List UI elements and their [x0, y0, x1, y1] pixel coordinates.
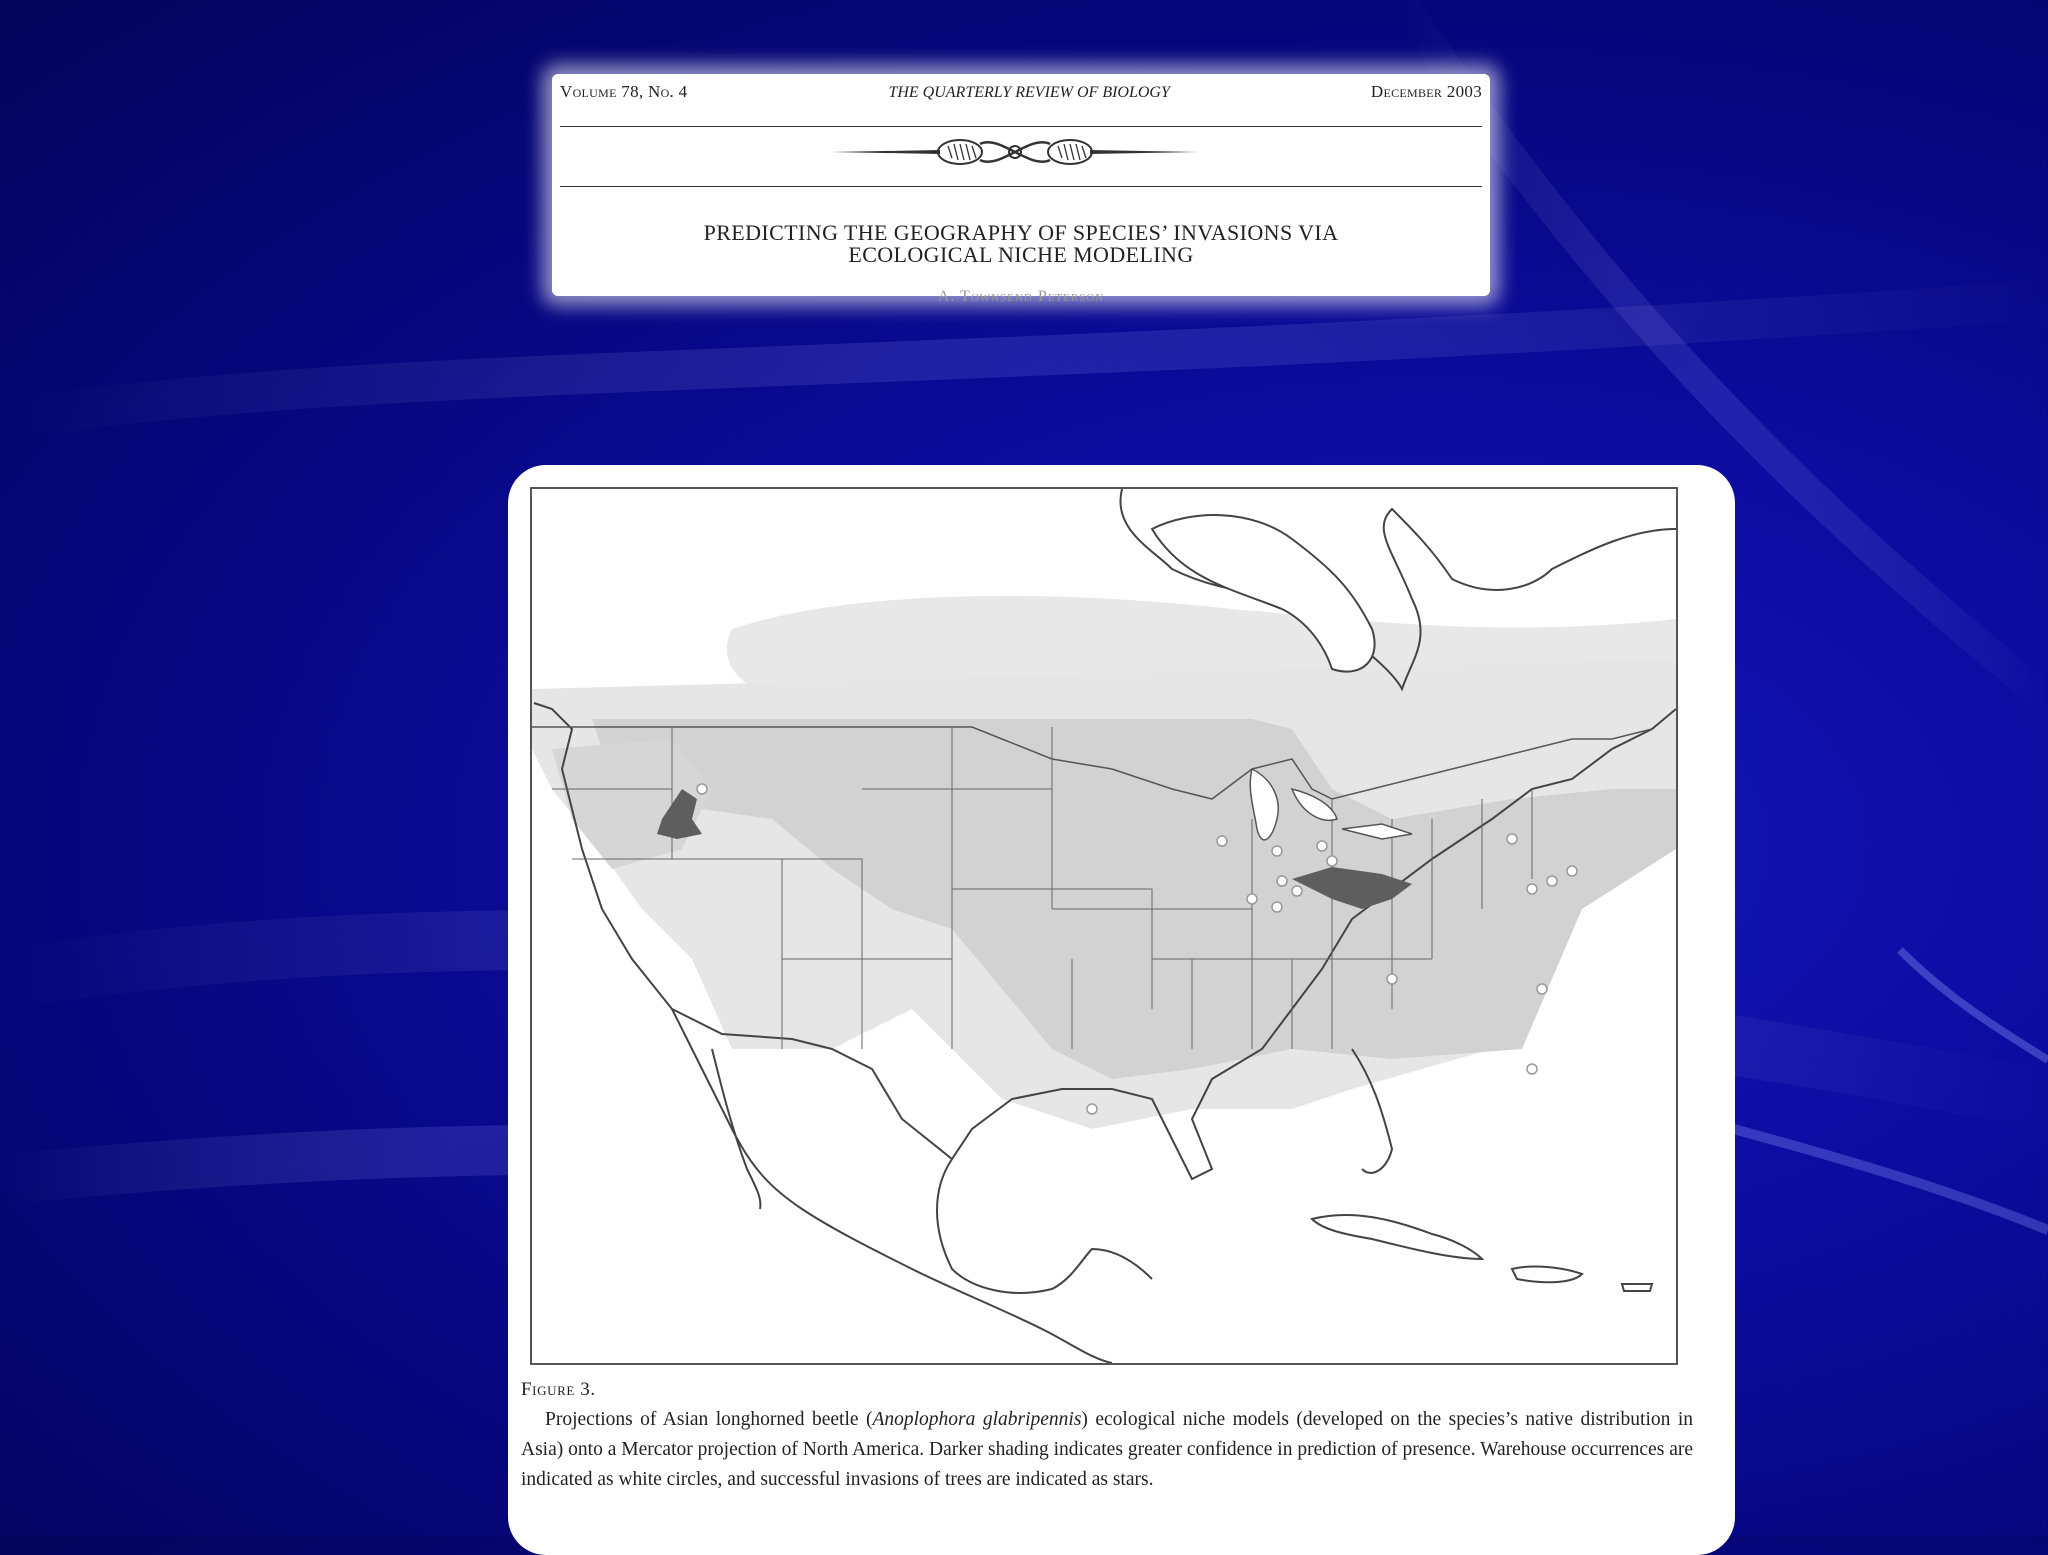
caption-species-name: Anoplophora glabripennis	[872, 1409, 1082, 1430]
north-america-map-icon	[532, 489, 1676, 1363]
article-title	[552, 222, 1490, 266]
figure-label: Figure 3.	[521, 1379, 596, 1400]
map-cuba	[1312, 1215, 1482, 1259]
article-title-line-1: PREDICTING THE GEOGRAPHY OF SPECIES’ INVASIONS VIA	[703, 220, 1339, 245]
journal-header-card	[552, 74, 1490, 296]
map-hispaniola	[1512, 1267, 1582, 1283]
caption-text-part-1: Projections of Asian longhorned beetle (	[545, 1409, 873, 1430]
journal-header-meta	[560, 82, 1482, 102]
ornament-icon	[830, 134, 1200, 170]
article-author: A. Townsend Peterson	[937, 288, 1105, 305]
caption-text-part-2: ) ecological niche models (developed on the species’s native distribution in Asia) onto a Mercator projection of North America. Darker shading indicates greater confidence in prediction of presence. Warehouse occurrences are indicated as white circles, and successful invasions of trees are indicated as stars.	[521, 1409, 1693, 1490]
header-bottom-rule	[560, 186, 1482, 187]
map-frame	[530, 487, 1678, 1365]
map-baja	[712, 1049, 760, 1209]
article-title-line-2: ECOLOGICAL NICHE MODELING	[848, 242, 1194, 267]
journal-date: December 2003	[1370, 82, 1482, 101]
figure-card	[508, 465, 1735, 1555]
journal-name: THE QUARTERLY REVIEW OF BIOLOGY	[888, 84, 1170, 101]
figure-caption	[521, 1405, 1693, 1495]
header-top-rule	[560, 126, 1482, 127]
map-puerto-rico	[1622, 1284, 1652, 1291]
journal-volume: Volume 78, No. 4	[560, 82, 688, 101]
map-gulf-coast	[937, 1159, 1152, 1293]
